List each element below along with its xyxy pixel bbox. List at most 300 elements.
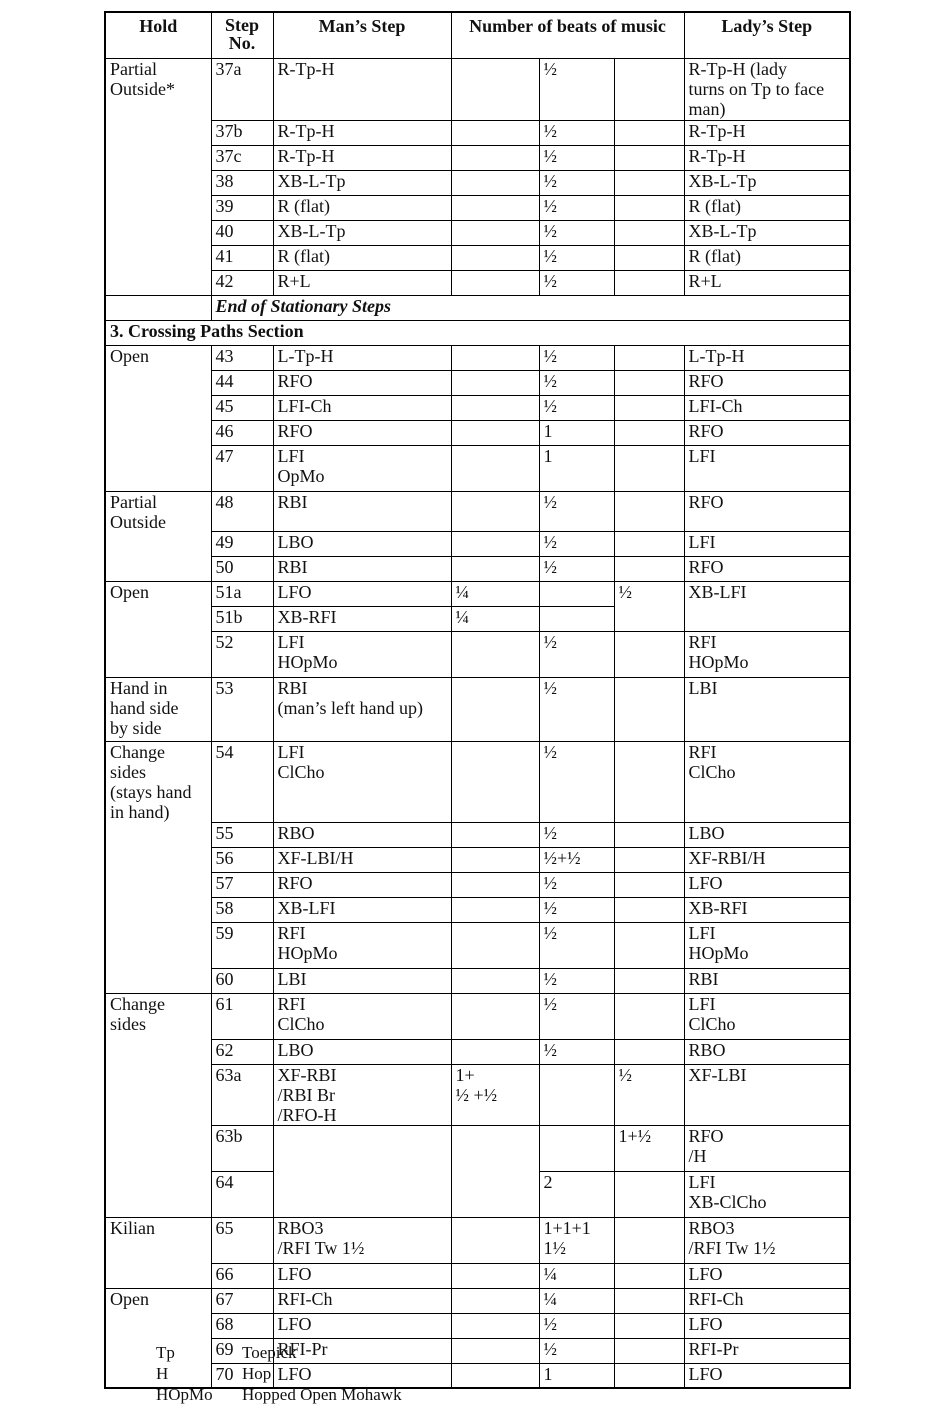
mans-step-cell: XB-LFI	[273, 897, 451, 922]
legend-item	[156, 1384, 402, 1405]
beats-cell	[451, 170, 539, 195]
beats-cell	[451, 897, 539, 922]
beats-cell: ½+½	[539, 847, 614, 872]
beats-cell: ¼	[451, 607, 539, 632]
table-row	[105, 195, 850, 220]
table-row	[105, 897, 850, 922]
beats-cell	[614, 742, 684, 823]
beats-cell	[451, 395, 539, 420]
hold-cell: Change sides (stays hand in hand)	[105, 742, 211, 823]
mans-step-cell	[273, 1125, 451, 1217]
mans-step-cell: R (flat)	[273, 195, 451, 220]
ladys-step-cell: RBO3 /RFI Tw 1½	[684, 1217, 850, 1263]
step-number-cell: 47	[211, 445, 273, 491]
mans-step-cell: RBO3 /RFI Tw 1½	[273, 1217, 451, 1263]
ladys-step-cell: XB-LFI	[684, 582, 850, 632]
table-row	[105, 582, 850, 607]
beats-cell	[451, 1125, 539, 1217]
step-number-cell: 64	[211, 1171, 273, 1217]
beats-cell	[451, 420, 539, 445]
beats-cell: ½	[539, 145, 614, 170]
hold-cell	[105, 532, 211, 557]
hold-cell	[105, 632, 211, 678]
step-number-cell: 37a	[211, 58, 273, 120]
table-row	[105, 968, 850, 993]
step-number-cell: 53	[211, 678, 273, 742]
beats-cell: ½	[539, 532, 614, 557]
beats-cell	[614, 532, 684, 557]
beats-cell: ½	[539, 742, 614, 823]
mans-step-cell: RBI	[273, 557, 451, 582]
beats-cell	[614, 245, 684, 270]
ladys-step-cell: R-Tp-H	[684, 120, 850, 145]
beats-cell	[614, 170, 684, 195]
beats-cell: 1	[539, 420, 614, 445]
header-row	[105, 12, 850, 58]
table-row	[105, 345, 850, 370]
mans-step-cell: XB-L-Tp	[273, 170, 451, 195]
hold-cell	[105, 922, 211, 968]
mans-step-cell: XB-L-Tp	[273, 220, 451, 245]
beats-cell: 1+½	[614, 1125, 684, 1171]
table-row	[105, 1217, 850, 1263]
ladys-step-cell: RFI-Ch	[684, 1288, 850, 1313]
step-number-cell: 45	[211, 395, 273, 420]
beats-cell	[451, 220, 539, 245]
table-row	[105, 557, 850, 582]
step-number-cell: 54	[211, 742, 273, 823]
beats-cell	[451, 491, 539, 532]
legend-abbr: HOpMo	[156, 1385, 213, 1404]
mans-step-cell: LBO	[273, 532, 451, 557]
beats-cell	[614, 491, 684, 532]
ladys-step-cell: RFI HOpMo	[684, 632, 850, 678]
mans-step-cell: RFI ClCho	[273, 993, 451, 1039]
ladys-step-cell: R+L	[684, 270, 850, 295]
ladys-step-cell: RFI-Pr	[684, 1338, 850, 1363]
beats-cell	[614, 632, 684, 678]
beats-cell	[614, 1039, 684, 1064]
end-stationary-label: End of Stationary Steps	[211, 295, 850, 320]
step-number-cell: 51a	[211, 582, 273, 607]
beats-cell: 1	[539, 445, 614, 491]
beats-cell	[614, 345, 684, 370]
table-row	[105, 491, 850, 532]
mans-step-cell: R-Tp-H	[273, 58, 451, 120]
hold-cell	[105, 220, 211, 245]
mans-step-cell: L-Tp-H	[273, 345, 451, 370]
beats-cell: ½	[539, 491, 614, 532]
ladys-step-cell: RFI ClCho	[684, 742, 850, 823]
beats-cell	[451, 1313, 539, 1338]
hold-cell: Open	[105, 1288, 211, 1313]
beats-cell	[614, 847, 684, 872]
step-number-cell: 60	[211, 968, 273, 993]
ladys-step-cell: LFO	[684, 1313, 850, 1338]
beats-cell	[451, 120, 539, 145]
table-row	[105, 742, 850, 823]
ladys-step-cell: R (flat)	[684, 245, 850, 270]
ladys-step-cell: LBO	[684, 822, 850, 847]
section-header-row	[105, 320, 850, 345]
hold-cell: Partial Outside*	[105, 58, 211, 120]
ladys-step-cell: R (flat)	[684, 195, 850, 220]
ladys-step-cell: XF-RBI/H	[684, 847, 850, 872]
beats-cell	[614, 822, 684, 847]
beats-cell	[614, 195, 684, 220]
ladys-step-cell: XB-L-Tp	[684, 220, 850, 245]
ladys-step-cell: LFO	[684, 1263, 850, 1288]
step-chart-table	[104, 11, 851, 1389]
ladys-step-cell: LFO	[684, 1363, 850, 1388]
beats-cell	[614, 120, 684, 145]
ladys-step-cell: LFI ClCho	[684, 993, 850, 1039]
beats-cell: ½	[539, 968, 614, 993]
step-number-cell: 43	[211, 345, 273, 370]
beats-cell: ½	[539, 922, 614, 968]
beats-cell: ½	[539, 195, 614, 220]
hold-cell	[105, 1171, 211, 1217]
step-number-cell: 67	[211, 1288, 273, 1313]
beats-cell: 1	[539, 1363, 614, 1388]
beats-cell	[614, 58, 684, 120]
hold-cell	[105, 120, 211, 145]
beats-cell	[614, 1263, 684, 1288]
step-number-cell: 52	[211, 632, 273, 678]
step-number-cell: 46	[211, 420, 273, 445]
beats-cell	[614, 270, 684, 295]
step-number-cell: 40	[211, 220, 273, 245]
hold-cell	[105, 195, 211, 220]
step-number-cell: 56	[211, 847, 273, 872]
hold-cell: Kilian	[105, 1217, 211, 1263]
beats-cell: ½	[614, 1064, 684, 1125]
step-number-cell: 65	[211, 1217, 273, 1263]
ladys-step-cell: LFI	[684, 445, 850, 491]
beats-cell: ½	[539, 395, 614, 420]
table-row	[105, 220, 850, 245]
mans-step-cell: R-Tp-H	[273, 120, 451, 145]
table-row	[105, 632, 850, 678]
step-number-cell: 55	[211, 822, 273, 847]
mans-step-cell: R+L	[273, 270, 451, 295]
beats-cell	[451, 1338, 539, 1363]
hold-cell	[105, 1039, 211, 1064]
step-number-cell: 38	[211, 170, 273, 195]
beats-cell: ½	[539, 993, 614, 1039]
mans-step-cell: LFI OpMo	[273, 445, 451, 491]
step-number-cell: 48	[211, 491, 273, 532]
mans-step-cell: LFI HOpMo	[273, 632, 451, 678]
table-row	[105, 120, 850, 145]
legend-abbr: H	[156, 1364, 169, 1383]
ladys-step-cell: RBO	[684, 1039, 850, 1064]
hold-cell: Open	[105, 345, 211, 370]
legend-item	[156, 1363, 402, 1384]
hold-cell	[105, 145, 211, 170]
beats-cell	[614, 968, 684, 993]
table-row	[105, 1288, 850, 1313]
hold-cell	[105, 445, 211, 491]
hold-cell	[105, 1064, 211, 1125]
mans-step-cell: XF-RBI /RBI Br /RFO-H	[273, 1064, 451, 1125]
mans-step-cell: LBO	[273, 1039, 451, 1064]
beats-cell	[451, 922, 539, 968]
hold-cell	[105, 370, 211, 395]
hold-cell	[105, 872, 211, 897]
ladys-step-cell: R-Tp-H (lady turns on Tp to face man)	[684, 58, 850, 120]
table-row	[105, 1064, 850, 1125]
hold-cell	[105, 607, 211, 632]
table-row	[105, 58, 850, 120]
mans-step-cell: RBI (man’s left hand up)	[273, 678, 451, 742]
step-number-cell: 57	[211, 872, 273, 897]
beats-cell: ½	[539, 370, 614, 395]
table-row	[105, 395, 850, 420]
mans-step-cell: RFO	[273, 420, 451, 445]
beats-cell	[451, 872, 539, 897]
table-row	[105, 1125, 850, 1171]
step-number-cell: 41	[211, 245, 273, 270]
legend-meaning: Hop	[242, 1364, 272, 1383]
beats-cell: ½	[539, 120, 614, 145]
mans-step-cell: LFO	[273, 1313, 451, 1338]
hold-cell	[105, 395, 211, 420]
beats-cell	[614, 220, 684, 245]
beats-cell	[451, 1039, 539, 1064]
beats-cell	[451, 245, 539, 270]
beats-cell	[451, 445, 539, 491]
mans-step-cell: XB-RFI	[273, 607, 451, 632]
beats-cell	[451, 822, 539, 847]
step-number-cell: 69	[211, 1338, 273, 1363]
step-number-cell: 37c	[211, 145, 273, 170]
ladys-step-cell: RFO	[684, 420, 850, 445]
beats-cell	[451, 1363, 539, 1388]
beats-cell: ½	[539, 822, 614, 847]
beats-cell: ½	[539, 245, 614, 270]
beats-cell	[539, 1064, 614, 1125]
ladys-step-cell: RFO	[684, 370, 850, 395]
hold-cell: Open	[105, 582, 211, 607]
step-number-cell: 42	[211, 270, 273, 295]
header-hold: Hold	[105, 12, 211, 58]
ladys-step-cell: RFO	[684, 491, 850, 532]
beats-cell	[451, 270, 539, 295]
table-row	[105, 270, 850, 295]
table-row	[105, 420, 850, 445]
hold-cell	[105, 295, 211, 320]
beats-cell: 1+ ½ +½	[451, 1064, 539, 1125]
mans-step-cell: RBI	[273, 491, 451, 532]
ladys-step-cell: LFI-Ch	[684, 395, 850, 420]
step-number-cell: 44	[211, 370, 273, 395]
mans-step-cell: LFI ClCho	[273, 742, 451, 823]
hold-cell	[105, 170, 211, 195]
table-row	[105, 532, 850, 557]
mans-step-cell: RFI-Ch	[273, 1288, 451, 1313]
ladys-step-cell: LFI XB-ClCho	[684, 1171, 850, 1217]
beats-cell: ½	[539, 1039, 614, 1064]
beats-cell	[451, 1288, 539, 1313]
beats-cell	[614, 1338, 684, 1363]
beats-cell	[451, 370, 539, 395]
beats-cell: 1+1+1 1½	[539, 1217, 614, 1263]
table-row	[105, 922, 850, 968]
header-ladys-step: Lady’s Step	[684, 12, 850, 58]
ladys-step-cell: R-Tp-H	[684, 145, 850, 170]
beats-cell	[451, 58, 539, 120]
beats-cell	[614, 1363, 684, 1388]
ladys-step-cell: RFO /H	[684, 1125, 850, 1171]
beats-cell	[451, 1217, 539, 1263]
beats-cell: ½	[539, 897, 614, 922]
beats-cell	[539, 1125, 614, 1171]
beats-cell: ½	[539, 220, 614, 245]
ladys-step-cell: L-Tp-H	[684, 345, 850, 370]
table-row	[105, 822, 850, 847]
beats-cell: ¼	[451, 582, 539, 607]
step-number-cell: 63b	[211, 1125, 273, 1171]
beats-cell: ½	[539, 1313, 614, 1338]
beats-cell	[614, 420, 684, 445]
step-number-cell: 51b	[211, 607, 273, 632]
mans-step-cell: LFO	[273, 1363, 451, 1388]
table-row	[105, 1263, 850, 1288]
step-number-cell: 61	[211, 993, 273, 1039]
beats-cell	[451, 345, 539, 370]
beats-cell	[614, 145, 684, 170]
beats-cell: ½	[539, 58, 614, 120]
table-row	[105, 445, 850, 491]
legend-meaning: Toepick	[242, 1343, 297, 1362]
ladys-step-cell: LBI	[684, 678, 850, 742]
ladys-step-cell: RFO	[684, 557, 850, 582]
table-row	[105, 145, 850, 170]
beats-cell: ½	[539, 678, 614, 742]
step-number-cell: 59	[211, 922, 273, 968]
header-step-no: Step No.	[211, 12, 273, 58]
hold-cell	[105, 822, 211, 847]
mans-step-cell: RFI HOpMo	[273, 922, 451, 968]
step-number-cell: 49	[211, 532, 273, 557]
hold-cell	[105, 847, 211, 872]
ladys-step-cell: XB-RFI	[684, 897, 850, 922]
beats-cell: ¼	[539, 1288, 614, 1313]
beats-cell: ½	[614, 582, 684, 632]
beats-cell: ½	[539, 872, 614, 897]
table-row	[105, 847, 850, 872]
beats-cell: ½	[539, 270, 614, 295]
beats-cell: 2	[539, 1171, 614, 1217]
hold-cell: Change sides	[105, 993, 211, 1039]
beats-cell	[614, 678, 684, 742]
step-number-cell: 58	[211, 897, 273, 922]
hold-cell	[105, 897, 211, 922]
header-mans-step: Man’s Step	[273, 12, 451, 58]
step-number-cell: 63a	[211, 1064, 273, 1125]
hold-cell	[105, 270, 211, 295]
beats-cell	[451, 993, 539, 1039]
table-row	[105, 1313, 850, 1338]
beats-cell	[451, 632, 539, 678]
table-row	[105, 1039, 850, 1064]
beats-cell	[451, 195, 539, 220]
mans-step-cell: RBO	[273, 822, 451, 847]
beats-cell	[614, 1217, 684, 1263]
step-number-cell: 39	[211, 195, 273, 220]
beats-cell	[614, 1313, 684, 1338]
step-number-cell: 50	[211, 557, 273, 582]
hold-cell	[105, 245, 211, 270]
step-number-cell: 68	[211, 1313, 273, 1338]
ladys-step-cell: LFI HOpMo	[684, 922, 850, 968]
beats-cell	[614, 897, 684, 922]
header-beats: Number of beats of music	[451, 12, 684, 58]
mans-step-cell: XF-LBI/H	[273, 847, 451, 872]
beats-cell	[614, 922, 684, 968]
hold-cell: Partial Outside	[105, 491, 211, 532]
step-number-cell: 62	[211, 1039, 273, 1064]
table-row	[105, 678, 850, 742]
beats-cell	[539, 607, 614, 632]
beats-cell: ½	[539, 170, 614, 195]
legend-item	[156, 1342, 402, 1363]
mans-step-cell: LFO	[273, 582, 451, 607]
beats-cell	[451, 742, 539, 823]
step-number-cell: 66	[211, 1263, 273, 1288]
mans-step-cell: RFO	[273, 872, 451, 897]
beats-cell	[539, 582, 614, 607]
beats-cell	[451, 847, 539, 872]
hold-cell	[105, 557, 211, 582]
beats-cell	[451, 678, 539, 742]
hold-cell: Hand in hand side by side	[105, 678, 211, 742]
beats-cell	[614, 445, 684, 491]
mans-step-cell: LFO	[273, 1263, 451, 1288]
end-stationary-row	[105, 295, 850, 320]
table-row	[105, 245, 850, 270]
beats-cell	[451, 145, 539, 170]
mans-step-cell: RFO	[273, 370, 451, 395]
table-row	[105, 993, 850, 1039]
beats-cell	[451, 1263, 539, 1288]
hold-cell	[105, 1125, 211, 1171]
mans-step-cell: LBI	[273, 968, 451, 993]
ladys-step-cell: LFI	[684, 532, 850, 557]
table-row	[105, 170, 850, 195]
abbreviation-legend	[156, 1342, 402, 1405]
beats-cell	[614, 395, 684, 420]
table-row	[105, 370, 850, 395]
table-row	[105, 872, 850, 897]
mans-step-cell: LFI-Ch	[273, 395, 451, 420]
hold-cell	[105, 1313, 211, 1338]
beats-cell	[614, 1288, 684, 1313]
beats-cell: ½	[539, 632, 614, 678]
ladys-step-cell: XB-L-Tp	[684, 170, 850, 195]
beats-cell	[451, 532, 539, 557]
ladys-step-cell: LFO	[684, 872, 850, 897]
beats-cell: ½	[539, 557, 614, 582]
beats-cell	[614, 1171, 684, 1217]
step-number-cell: 37b	[211, 120, 273, 145]
beats-cell	[614, 370, 684, 395]
hold-cell	[105, 1263, 211, 1288]
beats-cell	[614, 557, 684, 582]
beats-cell: ¼	[539, 1263, 614, 1288]
mans-step-cell: RFI-Pr	[273, 1338, 451, 1363]
